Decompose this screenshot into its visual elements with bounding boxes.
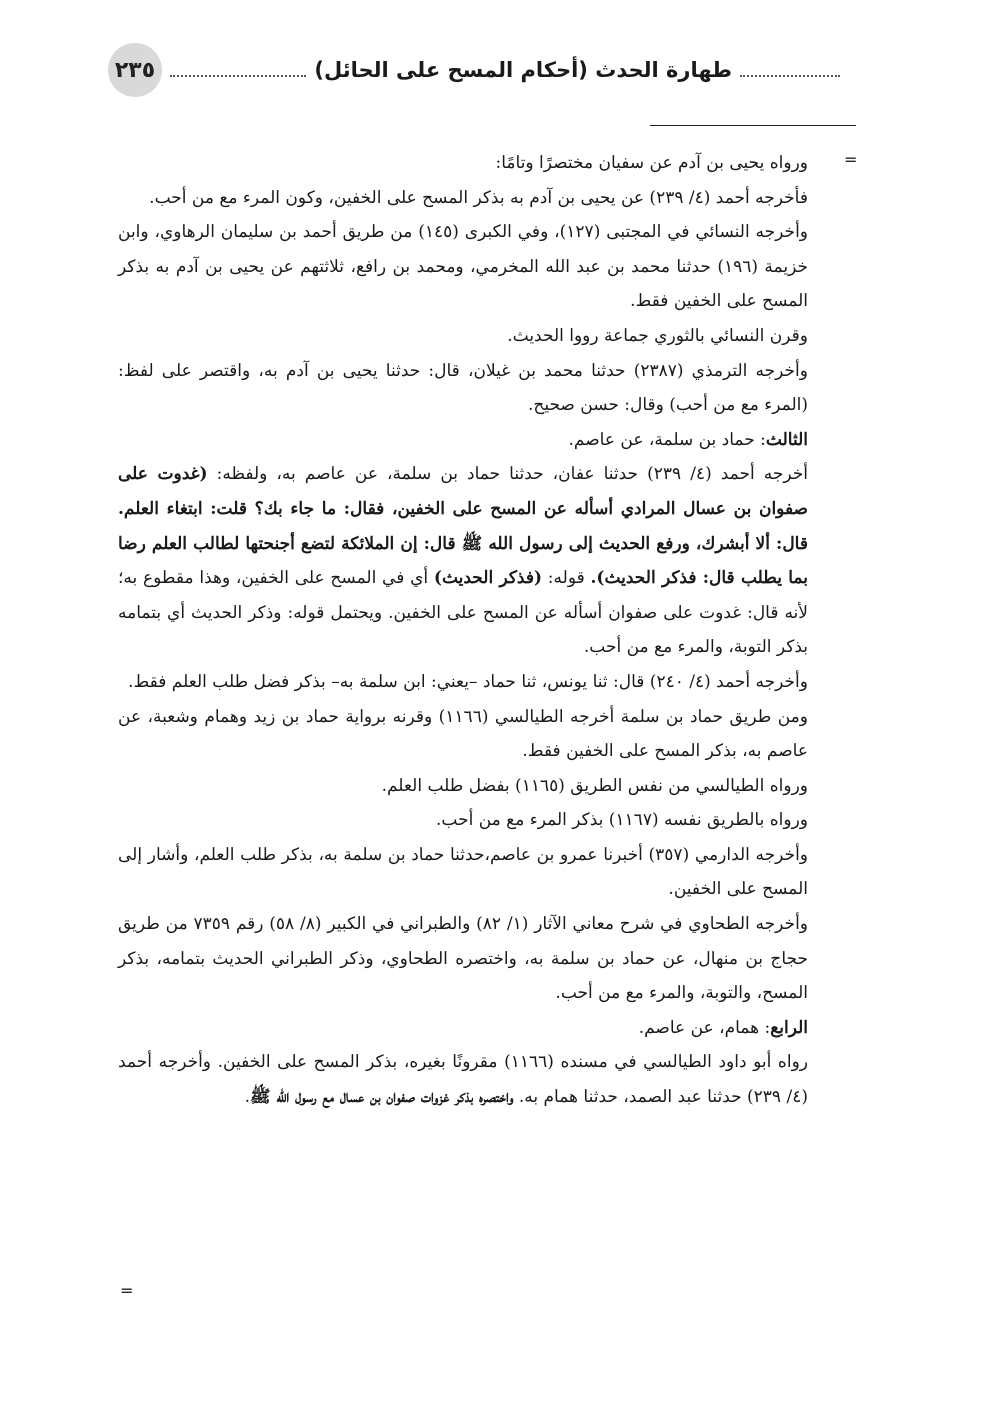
continuation-marker-top: = [844,150,858,169]
section-heading-fourth: الرابع: همام، عن عاصم. [638,1017,808,1038]
footnote-separator-rule [650,125,856,126]
bold-quote: (غدوت على صفوان بن عسال المرادي أسأله عن المسح على الخفين، فقال: ما جاء بك؟ قلت: ابتغاء العلم. قال: ألا أبشرك، ورفع الحديث إلى رسول الله ﷺ قال: إن الملائكة لتضع أجنحتها لطالب العلم رضا بما يطلب قال: فذكر الحديث). [118,464,808,589]
bold-quote: واختصره بذكر غزوات صفوان بن عسال مع رسول الله ﷺ [250,1087,514,1108]
paragraph: ورواه يحيى بن آدم عن سفيان مختصرًا وتامًا: [495,153,808,173]
paragraph: وقرن النسائي بالثوري جماعة رووا الحديث. [507,325,808,346]
paragraph: ورواه بالطريق نفسه (١١٦٧) بذكر المرء مع من أحب. [436,810,808,831]
paragraph: وأخرجه الطحاوي في شرح معاني الآثار (١/ ٨٢) والطبراني في الكبير (٨/ ٥٨) رقم ٧٣٥٩ من طريق حجاج بن منهال، عن حماد بن سلمة به، واختصره الطحاوي، وذكر الطبراني الحديث بتمامه، بذكر المسح، والتوبة، والمرء مع من أحب. [118,914,809,1004]
page-title: طهارة الحدث (أحكام المسح على الحائل) [314,58,732,82]
paragraph: وأخرجه الترمذي (٢٣٨٧) حدثنا محمد بن غيلان، قال: حدثنا يحيى بن آدم به، واقتصر على لفظ: (المرء مع من أحب) وقال: حسن صحيح. [118,360,808,416]
paragraph: أخرجه أحمد (٤/ ٢٣٩) حدثنا عفان، حدثنا حماد بن سلمة، عن عاصم به، ولفظه: (غدوت على صفوان بن عسال المرادي أسأله عن المسح على الخفين، فقال: ما جاء بك؟ قلت: ابتغاء العلم. قال: ألا أبشرك، ورفع الحديث إلى رسول الله ﷺ قال: إن الملائكة لتضع أجنحتها لطالب العلم رضا بما يطلب قال: فذكر الحديث). قوله: (فذكر الحديث) أي في المسح على الخفين، وهذا مقطوع به؛ لأنه قال: غدوت على صفوان أسأله عن المسح على الخفين. ويحتمل قوله: وذكر الحديث أي بتمامه بذكر التوبة، والمرء مع من أحب. [118,464,808,658]
paragraph: وأخرجه النسائي في المجتبى (١٢٧)، وفي الكبرى (١٤٥) من طريق أحمد بن سليمان الرهاوي، وابن خزيمة (١٩٦) حدثنا محمد بن عبد الله المخرمي، ومحمد بن رافع، ثلاثتهم عن يحيى بن آدم به بذكر المسح على الخفين فقط. [118,222,808,312]
continuation-marker-bottom: = [120,1281,134,1300]
header-dots-right [740,63,840,77]
page-number-badge: ٢٣٥ [108,43,162,97]
paragraph: وأخرجه الدارمي (٣٥٧) أخبرنا عمرو بن عاصم،حدثنا حماد بن سلمة به، بذكر طلب العلم، وأشار إلى المسح على الخفين. [118,844,809,900]
paragraph: ومن طريق حماد بن سلمة أخرجه الطيالسي (١١٦٦) وقرنه برواية حماد بن زيد وهمام وشعبة، عن عاصم به، بذكر المسح على الخفين فقط. [118,706,808,762]
heading-label: الرابع [770,1017,808,1038]
header-dots-left [170,63,306,77]
paragraph: وأخرجه أحمد (٤/ ٢٤٠) قال: ثنا يونس، ثنا حماد –يعني: ابن سلمة به– بذكر فضل طلب العلم فقط. [128,671,808,692]
section-heading-third: الثالث: حماد بن سلمة، عن عاصم. [568,429,808,450]
footnote-body [118,146,808,1115]
heading-label: الثالث [765,429,808,450]
paragraph: فأخرجه أحمد (٤/ ٢٣٩) عن يحيى بن آدم به بذكر المسح على الخفين، وكون المرء مع من أحب. [149,187,808,208]
paragraph: رواه أبو داود الطيالسي في مسنده (١١٦٦) مقرونًا بغيره، بذكر المسح على الخفين. وأخرجه أحمد (٤/ ٢٣٩) حدثنا عبد الصمد، حدثنا همام به. واختصره بذكر غزوات صفوان بن عسال مع رسول الله ﷺ. [118,1052,808,1108]
paragraph: ورواه الطيالسي من نفس الطريق (١١٦٥) بفضل طلب العلم. [381,775,808,796]
running-header [108,42,848,98]
bold-quote: (فذكر الحديث) [433,568,543,589]
